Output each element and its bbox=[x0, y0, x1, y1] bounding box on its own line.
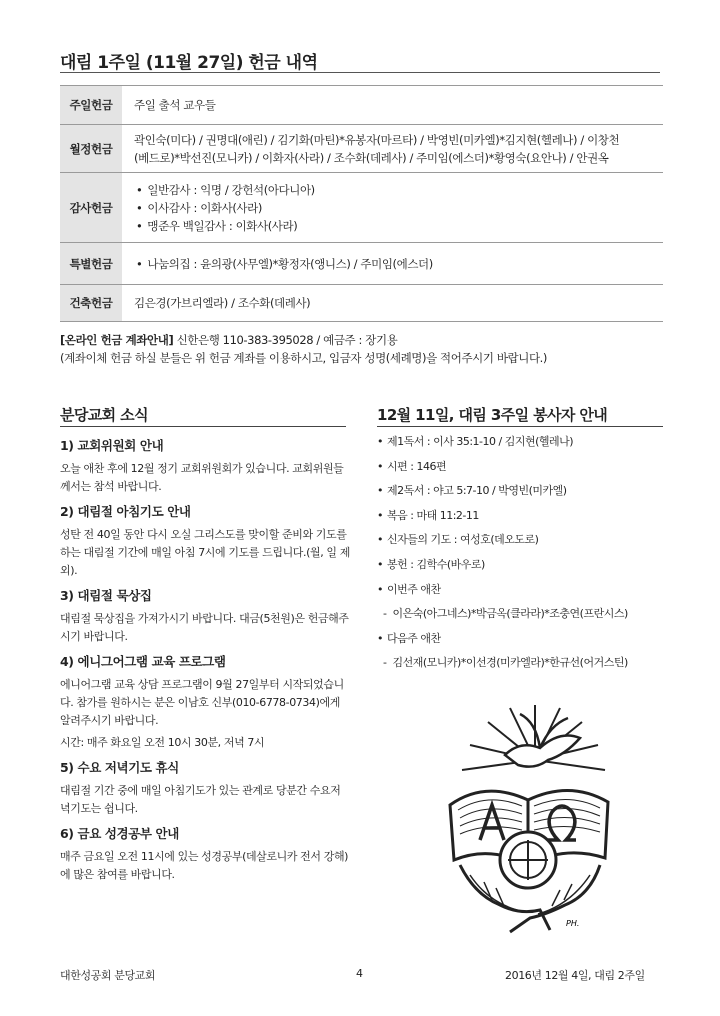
list-item: • 복음 : 마태 11:2-11 bbox=[377, 504, 667, 529]
row-line: (베드로)*박선진(모니카) / 이화자(사라) / 조수화(데레사) / 주미임(에스더)*황영숙(요안나) / 안권옥 bbox=[134, 150, 609, 165]
row-line: 김은경(가브리엘라) / 조수화(데레사) bbox=[134, 296, 311, 310]
list-item: • 나눔의집 : 윤의광(사무엘)*황정자(앵니스) / 주미임(에스더) bbox=[134, 255, 651, 273]
alpha-omega-dove-illustration bbox=[440, 700, 615, 935]
title-divider bbox=[60, 72, 660, 73]
list-item: • 이번주 애찬 bbox=[377, 578, 667, 603]
table-row bbox=[60, 86, 663, 125]
list-item: • 제1독서 : 이사 35:1-10 / 김지현(헬레나) bbox=[377, 430, 667, 455]
list-item: • 맹준우 백일감사 : 이화사(사라) bbox=[134, 217, 651, 235]
list-item: • 시편 : 146편 bbox=[377, 455, 667, 480]
news-heading: 2) 대림절 아침기도 안내 bbox=[60, 504, 191, 519]
list-item: • 제2독서 : 야고 5:7-10 / 박영빈(미카엘) bbox=[377, 479, 667, 504]
row-label: 감사헌금 bbox=[60, 173, 122, 243]
news-heading: 1) 교회위원회 안내 bbox=[60, 438, 164, 453]
row-line: 주일 출석 교우들 bbox=[134, 98, 216, 112]
news-heading: 3) 대림절 묵상집 bbox=[60, 588, 152, 603]
table-row bbox=[60, 125, 663, 173]
list-subitem bbox=[377, 651, 667, 676]
news-text: 대림절 기간 중에 매일 아침기도가 있는 관계로 당분간 수요저녁기도는 쉽니다. bbox=[60, 784, 341, 815]
offering-table bbox=[60, 85, 663, 322]
news-text: 에니어그램 교육 상담 프로그램이 9월 27일부터 시작되었습니다. 참가를 원하시는 분은 이남호 신부(010-6778-0734)에게 알려주시기 바랍니다. bbox=[60, 678, 344, 727]
servers-list bbox=[377, 430, 667, 676]
subitem-text: 김선재(모니카)*이선경(미카엘라)*한규선(어거스틴) bbox=[392, 656, 628, 670]
news-divider bbox=[60, 426, 346, 427]
list-item: • 다음주 애찬 bbox=[377, 627, 667, 652]
news-text: 매주 금요일 오전 11시에 있는 성경공부(데살로니카 전서 강해)에 많은 참여를 바랍니다. bbox=[60, 850, 349, 881]
illustration-signature: PH. bbox=[566, 919, 580, 928]
footer-church-name: 대한성공회 분당교회 bbox=[60, 969, 156, 982]
subitem-text: 이은숙(아그네스)*박금옥(클라라)*조충연(프란시스) bbox=[392, 607, 628, 621]
row-value bbox=[122, 243, 663, 285]
online-label: [온라인 헌금 계좌안내] bbox=[60, 333, 174, 347]
news-text: 시간: 매주 화요일 오전 10시 30분, 저녁 7시 bbox=[60, 736, 265, 749]
servers-title: 12월 11일, 대림 3주일 봉사자 안내 bbox=[377, 406, 608, 424]
news-text: 성탄 전 40일 동안 다시 오실 그리스도를 맞이할 준비와 기도를 하는 대림절 기간에 매일 아침 7시에 기도를 드립니다.(월, 일 제외). bbox=[60, 528, 350, 577]
row-label: 주일헌금 bbox=[60, 86, 122, 125]
servers-divider bbox=[377, 426, 663, 427]
news-title: 분당교회 소식 bbox=[60, 406, 148, 424]
row-line: 곽인숙(미다) / 권명대(애린) / 김기화(마틴)*유봉자(마르타) / 박영빈(미카엘)*김지현(헬레나) / 이창천 bbox=[134, 132, 620, 147]
news-list bbox=[60, 430, 350, 888]
news-heading: 5) 수요 저녁기도 휴식 bbox=[60, 760, 179, 775]
footer-date: 2016년 12월 4일, 대림 2주일 bbox=[505, 969, 645, 982]
page-title: 대림 1주일 (11월 27일) 헌금 내역 bbox=[60, 53, 318, 73]
table-row bbox=[60, 173, 663, 243]
news-text: 대림절 묵상집을 가져가시기 바랍니다. 대금(5천원)은 헌금해주시기 바랍니다. bbox=[60, 612, 349, 643]
online-note: (계좌이체 헌금 하실 분들은 위 헌금 계좌를 이용하시고, 입금자 성명(세례명)을 적어주시기 바랍니다.) bbox=[60, 351, 548, 365]
online-account: 신한은행 110-383-395028 / 예금주 : 장기용 bbox=[173, 333, 398, 347]
row-label: 건축헌금 bbox=[60, 285, 122, 322]
row-label: 월정헌금 bbox=[60, 125, 122, 173]
online-account-info bbox=[60, 331, 547, 367]
page-number: 4 bbox=[356, 967, 363, 980]
list-subitem bbox=[377, 602, 667, 627]
row-value bbox=[122, 86, 663, 125]
row-value bbox=[122, 285, 663, 322]
row-value bbox=[122, 173, 663, 243]
list-item: • 이사감사 : 이화사(사라) bbox=[134, 199, 651, 217]
table-row bbox=[60, 285, 663, 322]
row-value bbox=[122, 125, 663, 173]
list-item: • 봉헌 : 김학수(바우로) bbox=[377, 553, 667, 578]
row-label: 특별헌금 bbox=[60, 243, 122, 285]
list-item: • 신자들의 기도 : 여성호(데오도로) bbox=[377, 528, 667, 553]
list-item: • 일반감사 : 익명 / 강헌석(아다니아) bbox=[134, 181, 651, 199]
news-text: 오늘 애찬 후에 12월 정기 교회위원회가 있습니다. 교회위원들께서는 참석 바랍니다. bbox=[60, 462, 344, 493]
table-row bbox=[60, 243, 663, 285]
news-heading: 4) 에니그어그램 교육 프로그램 bbox=[60, 654, 226, 669]
news-heading: 6) 금요 성경공부 안내 bbox=[60, 826, 179, 841]
